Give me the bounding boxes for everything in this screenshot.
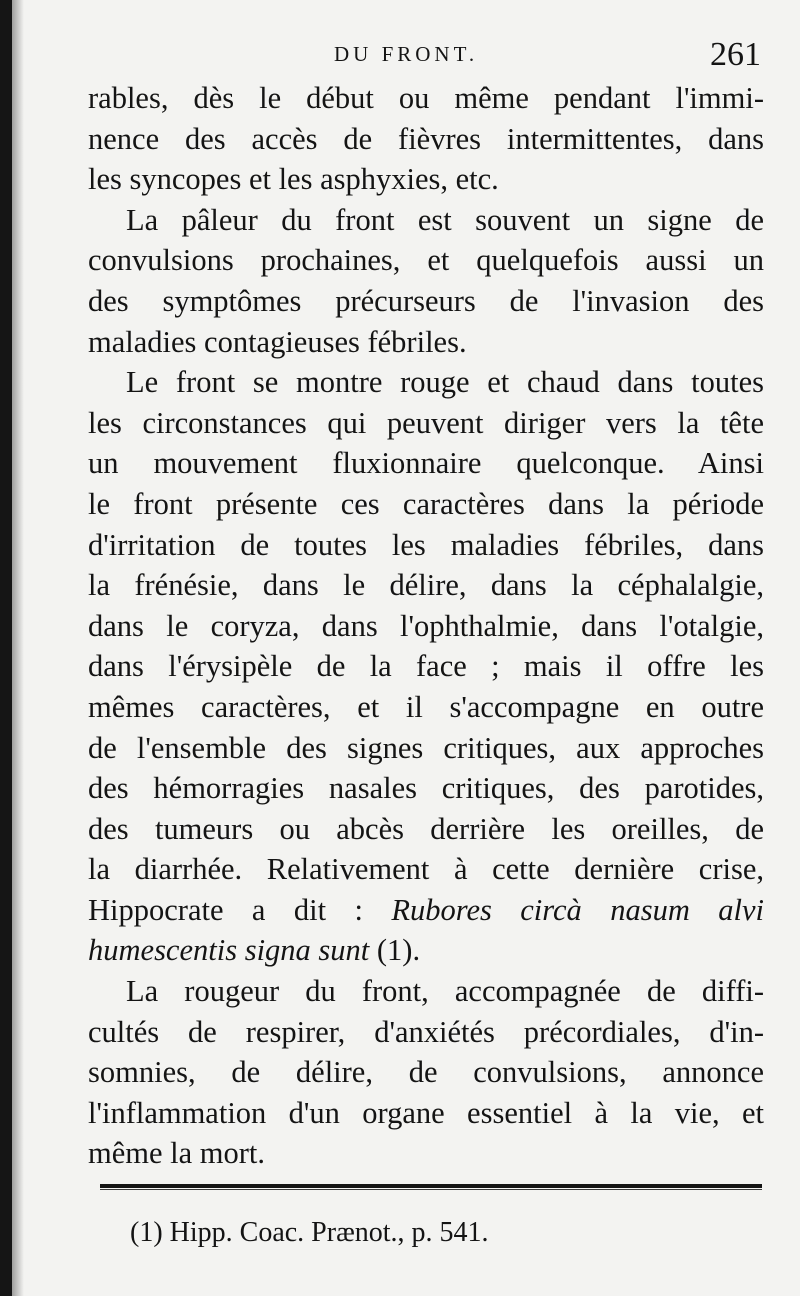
text-line: Le front se montre rouge et chaud dans toutes	[126, 365, 764, 400]
latin-quote: humescentis signa sunt	[88, 933, 377, 968]
text-line: la diarrhée. Relativement à cette dernière crise,	[88, 852, 764, 887]
footnote-rule-thin	[100, 1189, 762, 1190]
text-line: l'inflammation d'un organe essentiel à la vie, et	[88, 1095, 764, 1130]
text-line: Hippocrate a dit : Rubores circà nasum alvi	[88, 892, 764, 927]
text-line: La rougeur du front, accompagnée de diffi-	[126, 974, 764, 1009]
text-line: maladies contagieuses fébriles.	[88, 324, 467, 359]
text-line: rables, dès le début ou même pendant l'immi-	[88, 81, 764, 115]
footnote: (1) Hipp. Coac. Prænot., p. 541.	[130, 1217, 489, 1248]
text-line: le front présente ces caractères dans la période	[88, 486, 764, 521]
text-line: un mouvement fluxionnaire quelconque. Ainsi	[88, 446, 764, 481]
text-line: mêmes caractères, et il s'accompagne en outre	[88, 689, 764, 724]
footnote-rule	[100, 1184, 762, 1188]
text-line: convulsions prochaines, et quelquefois aussi un	[88, 243, 764, 278]
gutter-shadow	[12, 0, 24, 1296]
text-line: La pâleur du front est souvent un signe de	[126, 202, 764, 237]
latin-quote: Rubores circà nasum alvi	[391, 892, 764, 927]
text-line: nence des accès de fièvres intermittentes, dans	[88, 121, 764, 156]
text-line: des tumeurs ou abcès derrière les oreilles, de	[88, 811, 764, 846]
running-title: DU FRONT.	[334, 42, 479, 66]
body-text	[88, 78, 764, 1174]
page-header	[12, 36, 800, 80]
page-number: 261	[710, 36, 761, 73]
text-line: humescentis signa sunt (1).	[88, 933, 421, 968]
text-line: dans l'érysipèle de la face ; mais il offre les	[88, 649, 764, 684]
text-line: des hémorragies nasales critiques, des parotides,	[88, 771, 764, 806]
text-line: la frénésie, dans le délire, dans la céphalalgie,	[88, 568, 764, 603]
text-line: même la mort.	[88, 1136, 266, 1171]
book-page	[12, 0, 800, 1296]
text-line: d'irritation de toutes les maladies fébriles, dans	[88, 527, 764, 562]
text-line: cultés de respirer, d'anxiétés précordiales, d'in-	[88, 1014, 764, 1049]
text-line: dans le coryza, dans l'ophthalmie, dans l'otalgie,	[88, 608, 764, 643]
text-line: les circonstances qui peuvent diriger vers la tête	[88, 405, 764, 440]
text-line: des symptômes précurseurs de l'invasion des	[88, 283, 764, 318]
text-line: de l'ensemble des signes critiques, aux approches	[88, 730, 764, 765]
text-line: les syncopes et les asphyxies, etc.	[88, 162, 499, 197]
text-line: somnies, de délire, de convulsions, annonce	[88, 1055, 764, 1090]
